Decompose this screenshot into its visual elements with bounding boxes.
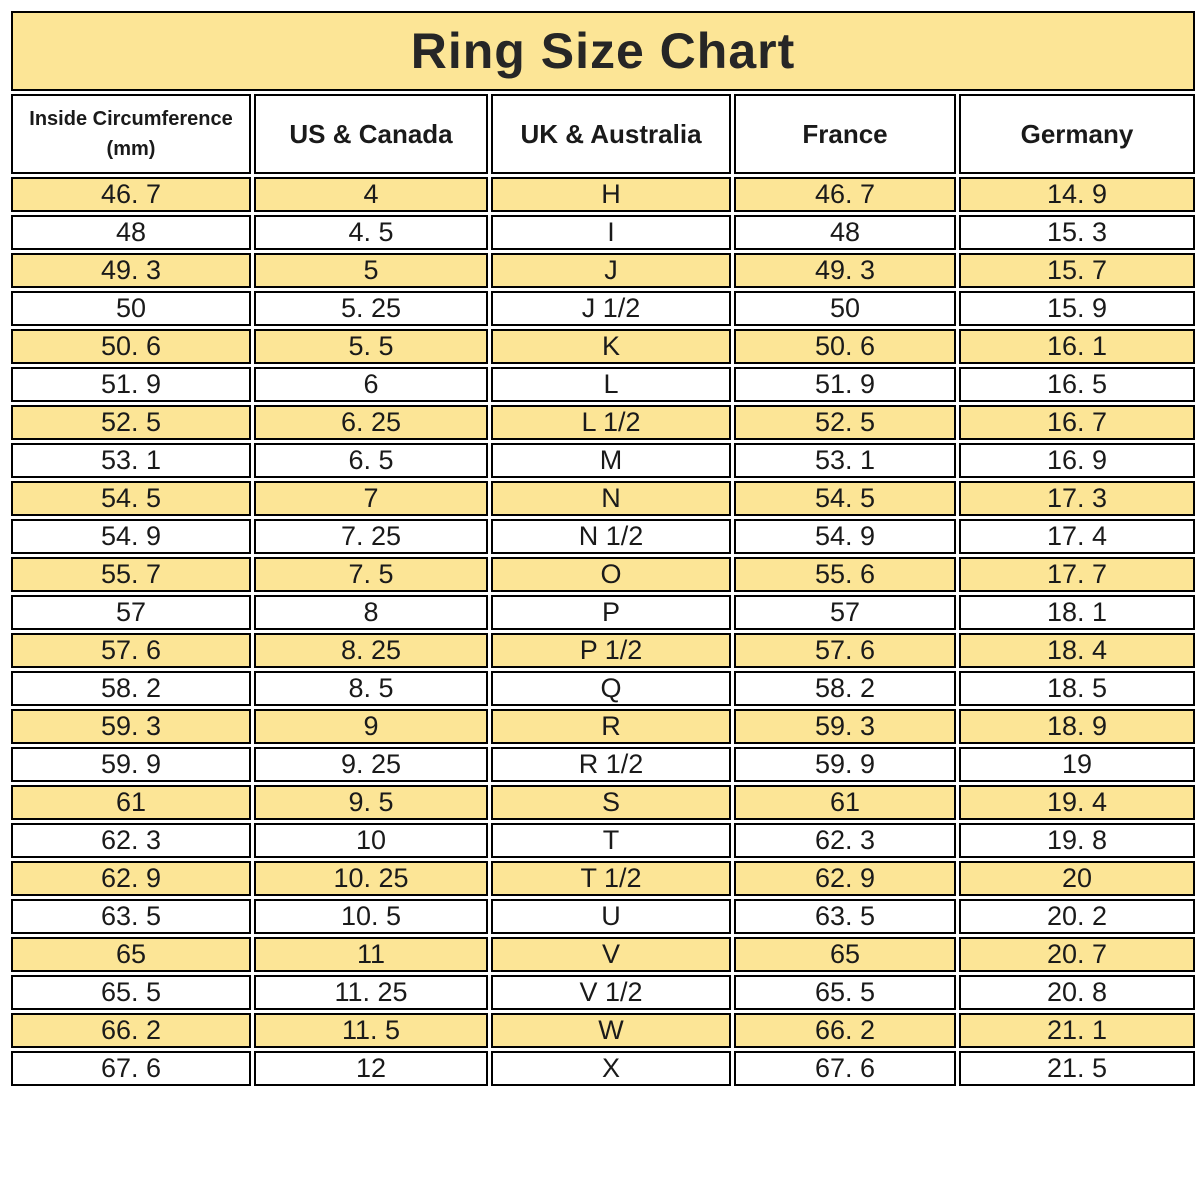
cell-france: 65. 5 [734,975,956,1010]
cell-inside-circumference: 52. 5 [11,405,251,440]
cell-uk-australia: V 1/2 [491,975,731,1010]
table-row [11,861,1195,896]
cell-france: 57 [734,595,956,630]
cell-inside-circumference: 65. 5 [11,975,251,1010]
cell-uk-australia: V [491,937,731,972]
table-row [11,405,1195,440]
cell-uk-australia: P 1/2 [491,633,731,668]
cell-germany: 20. 2 [959,899,1195,934]
column-header-inside-circumference-line1: Inside Circumference [29,108,233,130]
cell-france: 66. 2 [734,1013,956,1048]
cell-us-canada: 7. 25 [254,519,488,554]
cell-us-canada: 5. 25 [254,291,488,326]
cell-us-canada: 10. 5 [254,899,488,934]
title-row [11,11,1195,91]
cell-inside-circumference: 63. 5 [11,899,251,934]
cell-germany: 16. 9 [959,443,1195,478]
column-header-row [11,94,1195,174]
cell-france: 62. 3 [734,823,956,858]
cell-us-canada: 10 [254,823,488,858]
ring-size-table [8,8,1198,1089]
cell-france: 46. 7 [734,177,956,212]
cell-germany: 15. 9 [959,291,1195,326]
table-row [11,823,1195,858]
cell-france: 63. 5 [734,899,956,934]
table-row [11,1013,1195,1048]
table-row [11,329,1195,364]
cell-us-canada: 5 [254,253,488,288]
cell-uk-australia: U [491,899,731,934]
cell-germany: 20. 7 [959,937,1195,972]
cell-uk-australia: S [491,785,731,820]
cell-uk-australia: R 1/2 [491,747,731,782]
table-row [11,519,1195,554]
cell-inside-circumference: 62. 9 [11,861,251,896]
cell-inside-circumference: 54. 9 [11,519,251,554]
column-header-uk-australia: UK & Australia [491,94,731,174]
cell-uk-australia: T 1/2 [491,861,731,896]
cell-inside-circumference: 55. 7 [11,557,251,592]
cell-germany: 17. 7 [959,557,1195,592]
cell-germany: 16. 5 [959,367,1195,402]
cell-inside-circumference: 66. 2 [11,1013,251,1048]
cell-inside-circumference: 50 [11,291,251,326]
cell-inside-circumference: 51. 9 [11,367,251,402]
cell-france: 48 [734,215,956,250]
cell-us-canada: 11. 25 [254,975,488,1010]
cell-us-canada: 11. 5 [254,1013,488,1048]
cell-us-canada: 9 [254,709,488,744]
table-row [11,785,1195,820]
cell-germany: 18. 9 [959,709,1195,744]
cell-inside-circumference: 50. 6 [11,329,251,364]
cell-germany: 21. 5 [959,1051,1195,1086]
cell-france: 51. 9 [734,367,956,402]
cell-germany: 19 [959,747,1195,782]
cell-us-canada: 8. 25 [254,633,488,668]
cell-us-canada: 6. 5 [254,443,488,478]
cell-france: 50. 6 [734,329,956,364]
cell-germany: 16. 1 [959,329,1195,364]
cell-inside-circumference: 58. 2 [11,671,251,706]
page-title: Ring Size Chart [11,11,1195,91]
table-row [11,481,1195,516]
cell-germany: 17. 3 [959,481,1195,516]
cell-uk-australia: W [491,1013,731,1048]
table-row [11,595,1195,630]
cell-inside-circumference: 61 [11,785,251,820]
cell-us-canada: 8 [254,595,488,630]
cell-france: 55. 6 [734,557,956,592]
cell-us-canada: 9. 5 [254,785,488,820]
cell-germany: 20. 8 [959,975,1195,1010]
cell-uk-australia: P [491,595,731,630]
cell-germany: 18. 1 [959,595,1195,630]
cell-uk-australia: K [491,329,731,364]
cell-france: 50 [734,291,956,326]
cell-france: 57. 6 [734,633,956,668]
cell-france: 67. 6 [734,1051,956,1086]
table-row [11,443,1195,478]
cell-germany: 18. 5 [959,671,1195,706]
cell-inside-circumference: 57. 6 [11,633,251,668]
cell-uk-australia: O [491,557,731,592]
cell-uk-australia: L [491,367,731,402]
cell-inside-circumference: 46. 7 [11,177,251,212]
cell-france: 52. 5 [734,405,956,440]
cell-us-canada: 6. 25 [254,405,488,440]
cell-germany: 21. 1 [959,1013,1195,1048]
size-table-body [11,177,1195,1086]
column-header-inside-circumference-line2: (mm) [106,138,156,160]
cell-inside-circumference: 49. 3 [11,253,251,288]
cell-france: 59. 3 [734,709,956,744]
table-row [11,709,1195,744]
column-header-us-canada: US & Canada [254,94,488,174]
table-row [11,367,1195,402]
cell-france: 61 [734,785,956,820]
cell-france: 65 [734,937,956,972]
cell-france: 58. 2 [734,671,956,706]
cell-inside-circumference: 65 [11,937,251,972]
cell-uk-australia: X [491,1051,731,1086]
cell-uk-australia: T [491,823,731,858]
cell-us-canada: 11 [254,937,488,972]
cell-us-canada: 7 [254,481,488,516]
table-row [11,975,1195,1010]
cell-uk-australia: N 1/2 [491,519,731,554]
cell-france: 49. 3 [734,253,956,288]
cell-uk-australia: J 1/2 [491,291,731,326]
table-row [11,291,1195,326]
cell-inside-circumference: 57 [11,595,251,630]
table-row [11,633,1195,668]
cell-uk-australia: I [491,215,731,250]
cell-inside-circumference: 48 [11,215,251,250]
cell-us-canada: 7. 5 [254,557,488,592]
cell-uk-australia: Q [491,671,731,706]
cell-germany: 18. 4 [959,633,1195,668]
column-header-germany: Germany [959,94,1195,174]
cell-uk-australia: N [491,481,731,516]
cell-france: 54. 5 [734,481,956,516]
cell-inside-circumference: 59. 9 [11,747,251,782]
table-row [11,557,1195,592]
table-row [11,215,1195,250]
cell-us-canada: 10. 25 [254,861,488,896]
table-row [11,747,1195,782]
cell-inside-circumference: 53. 1 [11,443,251,478]
cell-germany: 17. 4 [959,519,1195,554]
cell-germany: 19. 4 [959,785,1195,820]
cell-us-canada: 6 [254,367,488,402]
cell-france: 59. 9 [734,747,956,782]
cell-france: 54. 9 [734,519,956,554]
cell-uk-australia: J [491,253,731,288]
cell-us-canada: 8. 5 [254,671,488,706]
table-row [11,899,1195,934]
cell-us-canada: 5. 5 [254,329,488,364]
table-row [11,671,1195,706]
cell-inside-circumference: 59. 3 [11,709,251,744]
table-row [11,253,1195,288]
cell-france: 53. 1 [734,443,956,478]
table-row [11,177,1195,212]
cell-germany: 20 [959,861,1195,896]
cell-uk-australia: H [491,177,731,212]
cell-germany: 16. 7 [959,405,1195,440]
cell-uk-australia: L 1/2 [491,405,731,440]
cell-inside-circumference: 54. 5 [11,481,251,516]
cell-uk-australia: M [491,443,731,478]
table-row [11,937,1195,972]
cell-inside-circumference: 62. 3 [11,823,251,858]
cell-us-canada: 9. 25 [254,747,488,782]
cell-uk-australia: R [491,709,731,744]
cell-us-canada: 4. 5 [254,215,488,250]
cell-germany: 15. 3 [959,215,1195,250]
table-row [11,1051,1195,1086]
column-header-inside-circumference [11,94,251,174]
cell-germany: 15. 7 [959,253,1195,288]
cell-us-canada: 4 [254,177,488,212]
cell-france: 62. 9 [734,861,956,896]
cell-us-canada: 12 [254,1051,488,1086]
cell-germany: 14. 9 [959,177,1195,212]
cell-germany: 19. 8 [959,823,1195,858]
cell-inside-circumference: 67. 6 [11,1051,251,1086]
column-header-france: France [734,94,956,174]
